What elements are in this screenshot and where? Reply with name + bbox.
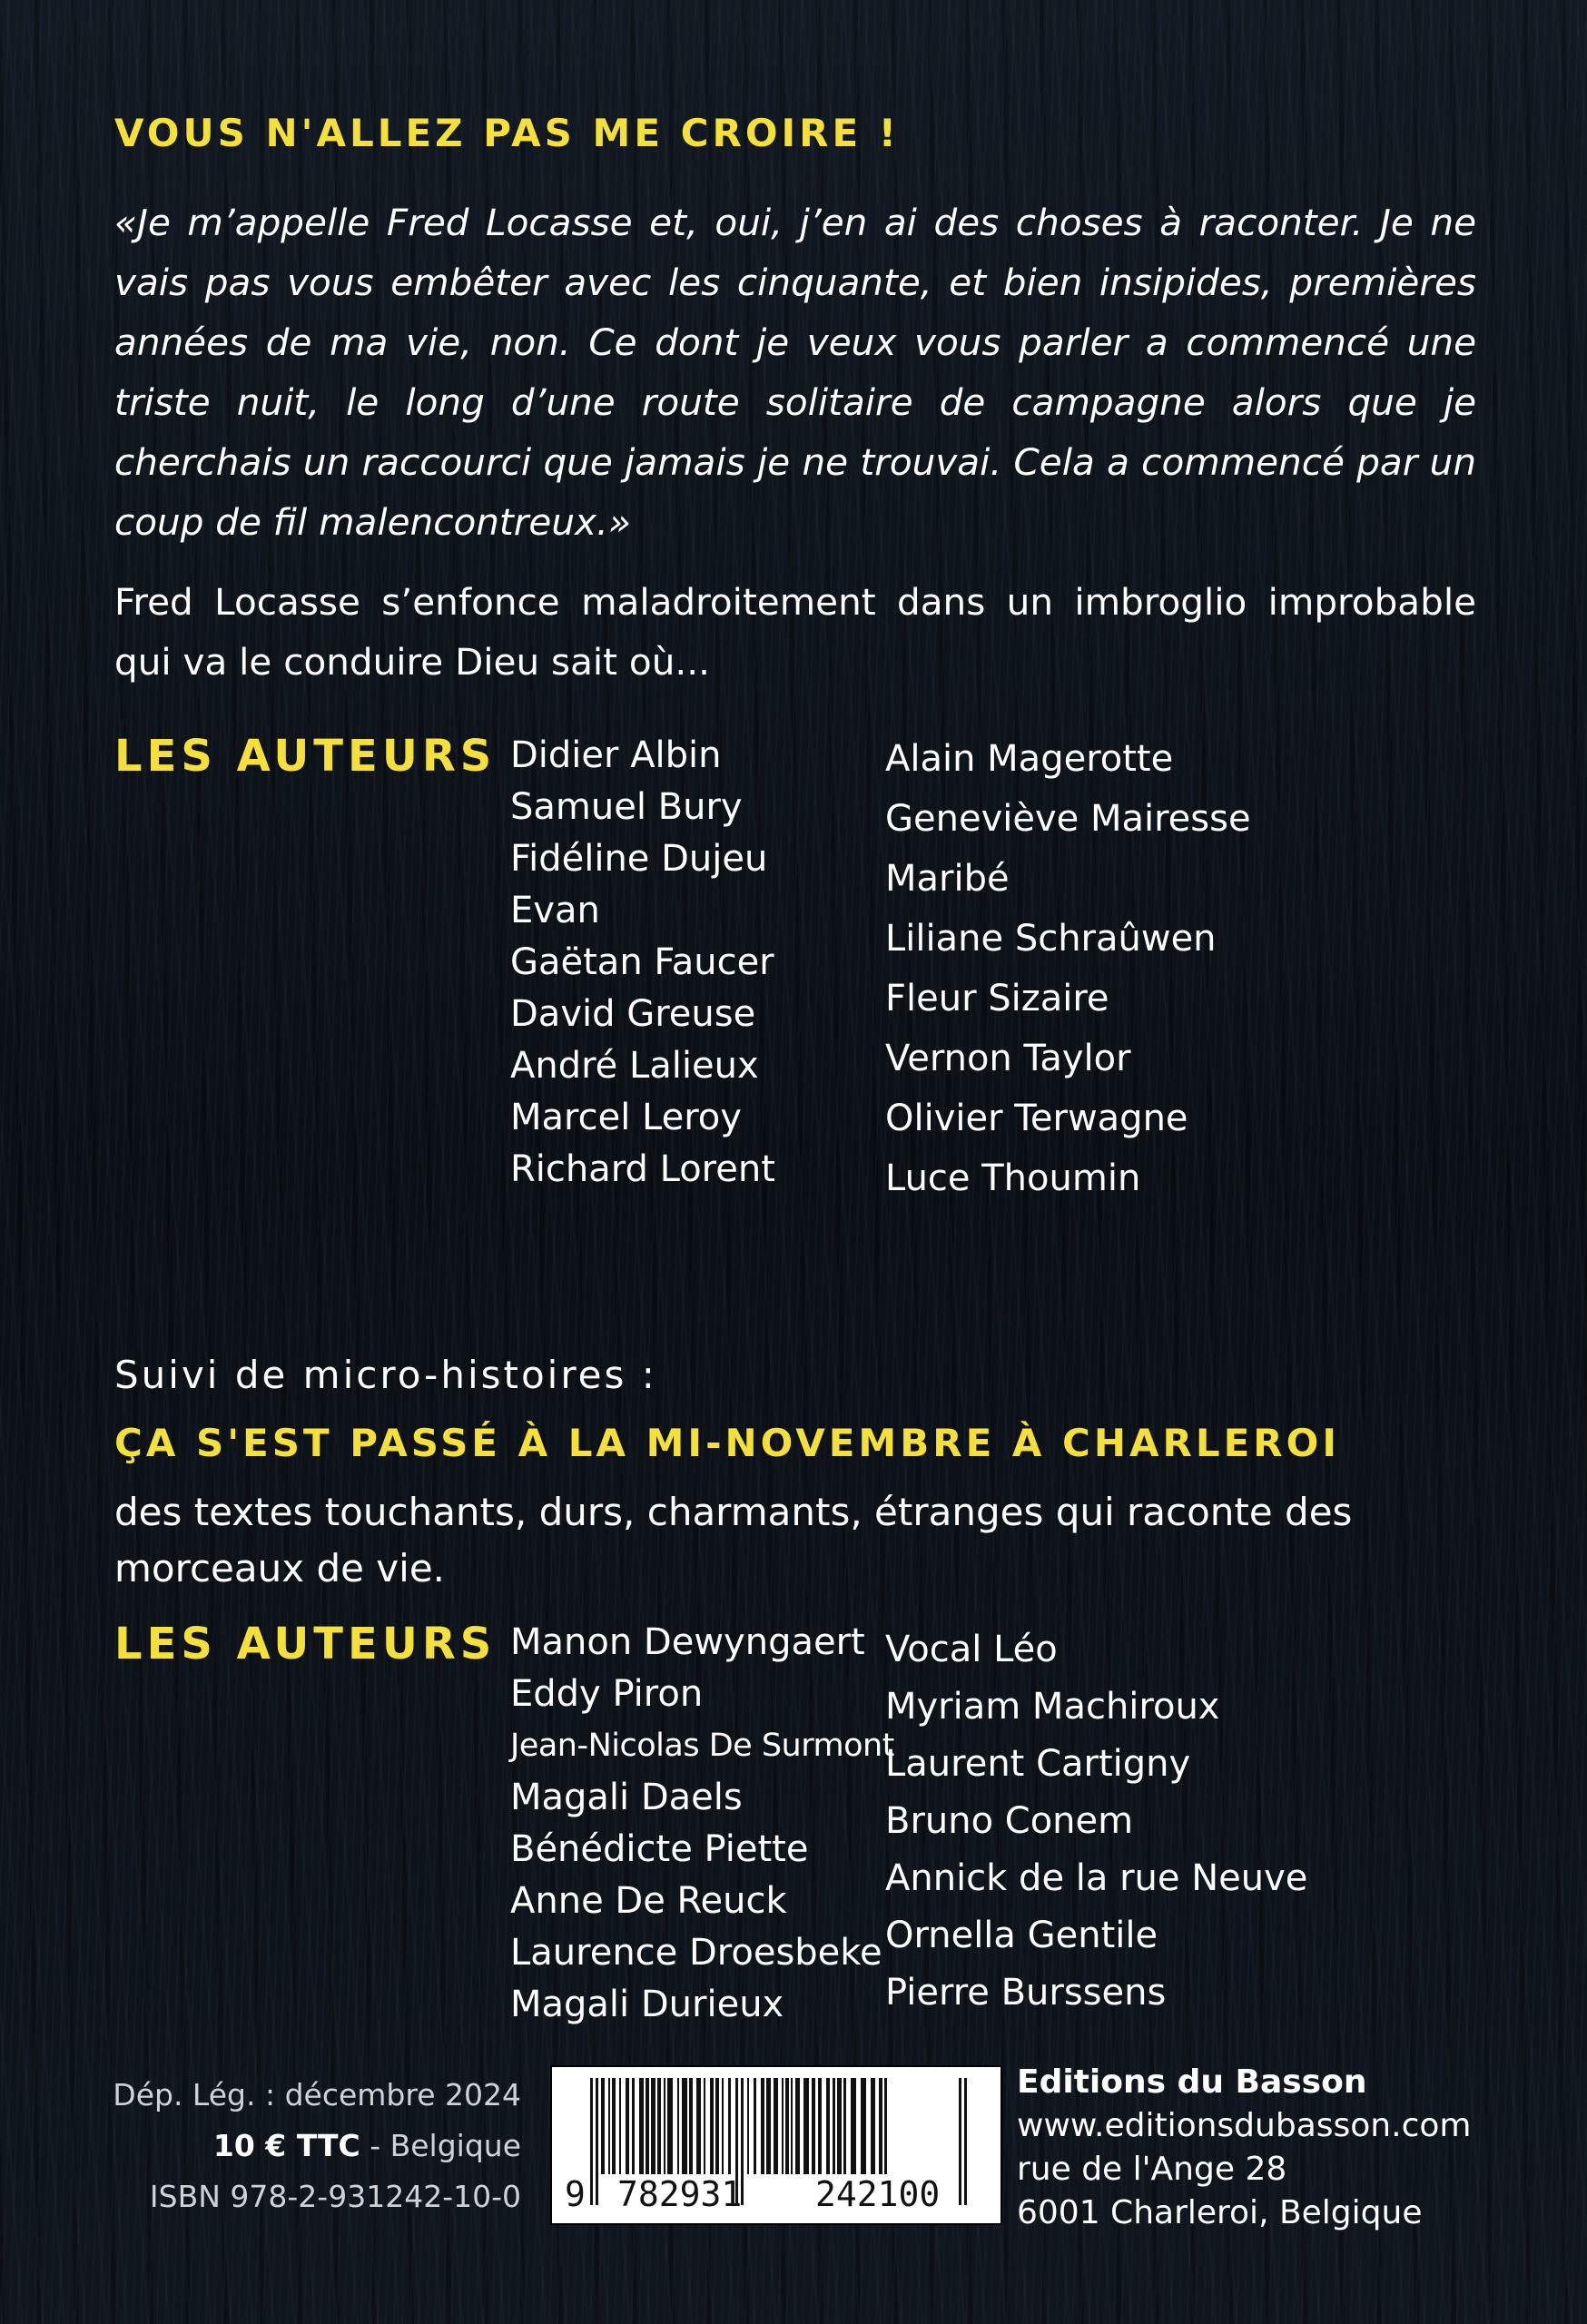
- barcode-bar: [791, 2078, 793, 2174]
- author-name: Myriam Machiroux: [885, 1686, 1220, 1728]
- barcode-bar: [812, 2078, 815, 2174]
- barcode-bar: [632, 2078, 635, 2174]
- author-name: Bruno Conem: [885, 1800, 1134, 1842]
- author-name: Fleur Sizaire: [885, 978, 1109, 1019]
- publisher-street: rue de l'Ange 28: [1017, 2151, 1287, 2188]
- barcode-bar: [646, 2078, 649, 2174]
- author-name: Alain Magerotte: [885, 738, 1174, 780]
- barcode-bar: [619, 2078, 621, 2174]
- barcode-bar: [715, 2078, 719, 2174]
- isbn: ISBN 978-2-931242-10-0: [149, 2179, 521, 2214]
- barcode-bar: [651, 2078, 656, 2174]
- cover-heading: VOUS N'ALLEZ PAS ME CROIRE !: [114, 111, 900, 155]
- isbn-barcode: [550, 2065, 1002, 2225]
- barcode-bar: [871, 2078, 875, 2174]
- summary-paragraph: Fred Locasse s’enfonce maladroitement dans un imbroglio improbable qui va le conduire Dieu sait où...: [114, 580, 1476, 684]
- legal-deposit: Dép. Lég. : décembre 2024: [113, 2077, 521, 2112]
- legal-info: [113, 2070, 521, 2222]
- barcode-bar: [754, 2078, 756, 2174]
- barcode-bar: [664, 2078, 665, 2174]
- author-name: André Lalieux: [510, 1045, 759, 1087]
- author-name: Marcel Leroy: [510, 1097, 742, 1138]
- author-name: Bénédicte Piette: [510, 1828, 809, 1870]
- barcode-bar: [782, 2078, 784, 2174]
- barcode-bar: [682, 2078, 687, 2174]
- author-name: Geneviève Mairesse: [885, 798, 1251, 840]
- publisher-website: www.editionsdubasson.com: [1017, 2107, 1472, 2144]
- author-name: Luce Thoumin: [885, 1157, 1141, 1199]
- barcode-bar: [710, 2078, 714, 2174]
- author-name: Gaëtan Faucer: [510, 941, 774, 983]
- barcode-bar: [696, 2078, 701, 2174]
- micro-authors-list-left: [510, 1617, 894, 2031]
- author-name: Vocal Léo: [885, 1629, 1058, 1670]
- author-name: Fidéline Dujeu: [510, 838, 768, 880]
- author-name: Annick de la rue Neuve: [885, 1857, 1308, 1899]
- price-suffix: - Belgique: [360, 2128, 521, 2163]
- author-name: Richard Lorent: [510, 1148, 775, 1190]
- barcode-bar: [747, 2078, 749, 2174]
- author-name: Maribé: [885, 858, 1010, 900]
- barcode-bar: [818, 2078, 822, 2174]
- barcode-bar: [677, 2078, 679, 2174]
- barcode-bar: [766, 2078, 771, 2174]
- barcode-digits-right: 242100: [815, 2174, 941, 2214]
- authors-label-2: LES AUTEURS: [114, 1619, 497, 1669]
- micro-stories-title: ÇA S'EST PASSÉ À LA MI-NOVEMBRE À CHARLEROI: [114, 1421, 1340, 1465]
- publisher-city: 6001 Charleroi, Belgique: [1017, 2194, 1423, 2231]
- barcode-bar: [774, 2078, 778, 2174]
- suivi-label: Suivi de micro-histoires :: [114, 1353, 657, 1397]
- barcode-bar: [639, 2078, 644, 2174]
- author-name: Magali Durieux: [510, 1984, 784, 2025]
- author-name: Pierre Burssens: [885, 1972, 1167, 2014]
- author-name: Ornella Gentile: [885, 1915, 1158, 1956]
- price-line: [113, 2121, 521, 2171]
- author-name: David Greuse: [510, 993, 756, 1035]
- price: 10 € TTC: [212, 2128, 360, 2163]
- author-name: Olivier Terwagne: [885, 1098, 1188, 1139]
- barcode-digits: [552, 2174, 1000, 2220]
- barcode-bar: [879, 2078, 882, 2174]
- barcode-bar: [667, 2078, 673, 2174]
- author-name: Samuel Bury: [510, 786, 743, 828]
- barcode-bar: [626, 2078, 629, 2174]
- authors-list-left: [510, 730, 775, 1196]
- barcode-bar: [851, 2078, 856, 2174]
- author-name: Didier Albin: [510, 734, 722, 776]
- author-name: Vernon Taylor: [885, 1038, 1131, 1079]
- barcode-bar: [601, 2078, 605, 2174]
- author-name: Jean-Nicolas De Surmont: [510, 1728, 894, 1764]
- barcode-bar: [608, 2078, 610, 2174]
- author-name: Evan: [510, 890, 600, 931]
- barcode-bar: [833, 2078, 835, 2174]
- barcode-bar: [861, 2078, 866, 2174]
- barcode-bar: [826, 2078, 830, 2174]
- barcode-bar: [612, 2078, 616, 2174]
- barcode-bar: [837, 2078, 842, 2174]
- author-name: Magali Daels: [510, 1777, 743, 1818]
- opening-quote: «Je m’appelle Fred Locasse et, oui, j’en ai des choses à raconter. Je ne vais pas vous embêter avec les cinquante, et bien insipides, premières années de ma vie, non. Ce dont je veux vous parler a commencé une triste nuit, le long d’une route solitaire de campagne alors que je cherchais un raccourci que jamais je ne trouvai. Cela a commencé par un coup de fil malencontreux.»: [114, 201, 1476, 544]
- author-name: Eddy Piron: [510, 1673, 704, 1715]
- publisher-name: Editions du Basson: [1017, 2063, 1367, 2101]
- author-name: Liliane Schraûwen: [885, 918, 1217, 960]
- barcode-bar: [657, 2078, 661, 2174]
- micro-stories-description: des textes touchants, durs, charmants, étranges qui raconte des morceaux de vie.: [114, 1490, 1353, 1590]
- barcode-bar: [722, 2078, 724, 2174]
- authors-label: LES AUTEURS: [114, 731, 497, 782]
- author-name: Laurence Droesbeke: [510, 1932, 882, 1974]
- publisher-info: [1017, 2061, 1471, 2235]
- author-name: Manon Dewyngaert: [510, 1621, 865, 1663]
- barcode-bar: [728, 2078, 731, 2174]
- barcode-bar: [843, 2078, 846, 2174]
- barcode-bar: [704, 2078, 705, 2174]
- micro-authors-list-right: [885, 1621, 1307, 2022]
- barcode-bar: [761, 2078, 764, 2174]
- barcode-bar: [803, 2078, 809, 2174]
- barcode-bar: [689, 2078, 693, 2174]
- barcode-bar: [795, 2078, 800, 2174]
- barcode-bar: [785, 2078, 789, 2174]
- barcode-digit-first: 9: [565, 2174, 586, 2214]
- author-name: Anne De Reuck: [510, 1880, 787, 1922]
- barcode-bar: [884, 2078, 887, 2174]
- barcode-digits-left: 782931: [617, 2174, 743, 2214]
- authors-list-right: [885, 729, 1251, 1208]
- author-name: Laurent Cartigny: [885, 1743, 1191, 1785]
